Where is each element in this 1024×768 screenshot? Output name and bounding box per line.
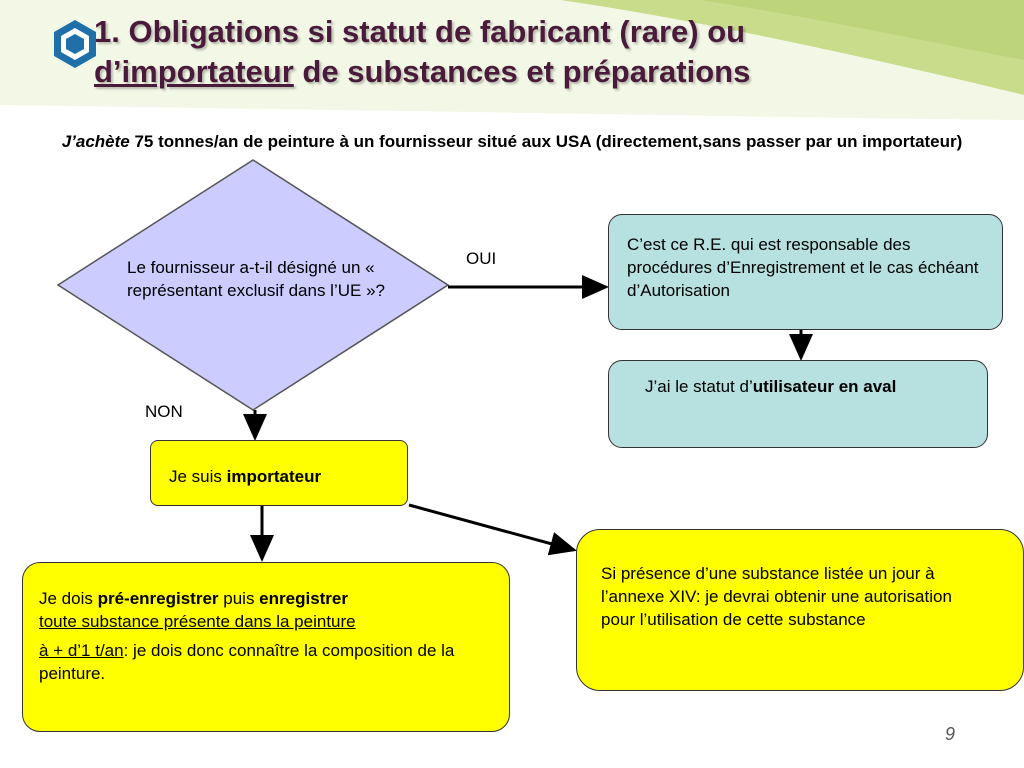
- reg-text-c: puis: [218, 589, 260, 608]
- reg-text-composition: : je dois donc connaître la composition de la peinture.: [39, 641, 455, 683]
- importer-prefix: Je suis: [169, 467, 227, 486]
- reg-bold-register: enregistrer: [259, 589, 348, 608]
- yes-label: OUI: [466, 249, 497, 268]
- page-number: 9: [945, 724, 956, 744]
- reg-text-a: Je dois: [39, 589, 98, 608]
- arrow-importer-to-annex: [409, 505, 574, 550]
- reg-underlined-threshold: à + d’1 t/an: [39, 641, 124, 660]
- subtitle-italic: J’achète: [61, 132, 130, 151]
- importer-bold: importateur: [226, 467, 322, 486]
- annex-xiv-box: [576, 529, 1024, 691]
- re-box-text: C’est ce R.E. qui est responsable des procédures d’Enregistrement et le cas échéant d’Autorisation: [627, 235, 979, 300]
- annex-box-text: Si présence d’une substance listée un jour à l’annexe XIV: je devrai obtenir une autorisation pour l’utilisation de cette substance: [601, 564, 952, 629]
- title-line-1: 1. Obligations si statut de fabricant (rare) ou: [94, 14, 746, 49]
- registration-paragraph-1: [39, 587, 499, 633]
- title-underlined-word: d’importateur: [94, 54, 294, 89]
- title-line-2-rest: de substances et préparations: [293, 54, 751, 89]
- reg-underlined-scope: toute substance présente dans la peinture: [39, 612, 356, 631]
- registration-paragraph-2: [39, 639, 499, 685]
- importer-box: [150, 440, 408, 506]
- no-label: NON: [145, 402, 183, 421]
- downstream-user-box: [608, 360, 988, 448]
- registration-obligations-box: [22, 562, 510, 732]
- subtitle-rest: 75 tonnes/an de peinture à un fournisseur situé aux USA (directement,sans passer par un importateur): [129, 132, 963, 151]
- downstream-bold: utilisateur en aval: [752, 377, 897, 396]
- reg-bold-preregister: pré-enregistrer: [97, 589, 219, 608]
- downstream-prefix: J’ai le statut d’: [645, 377, 753, 396]
- decision-question: Le fournisseur a-t-il désigné un « représentant exclusif dans l’UE »?: [127, 258, 385, 300]
- re-responsible-box: [608, 214, 1003, 330]
